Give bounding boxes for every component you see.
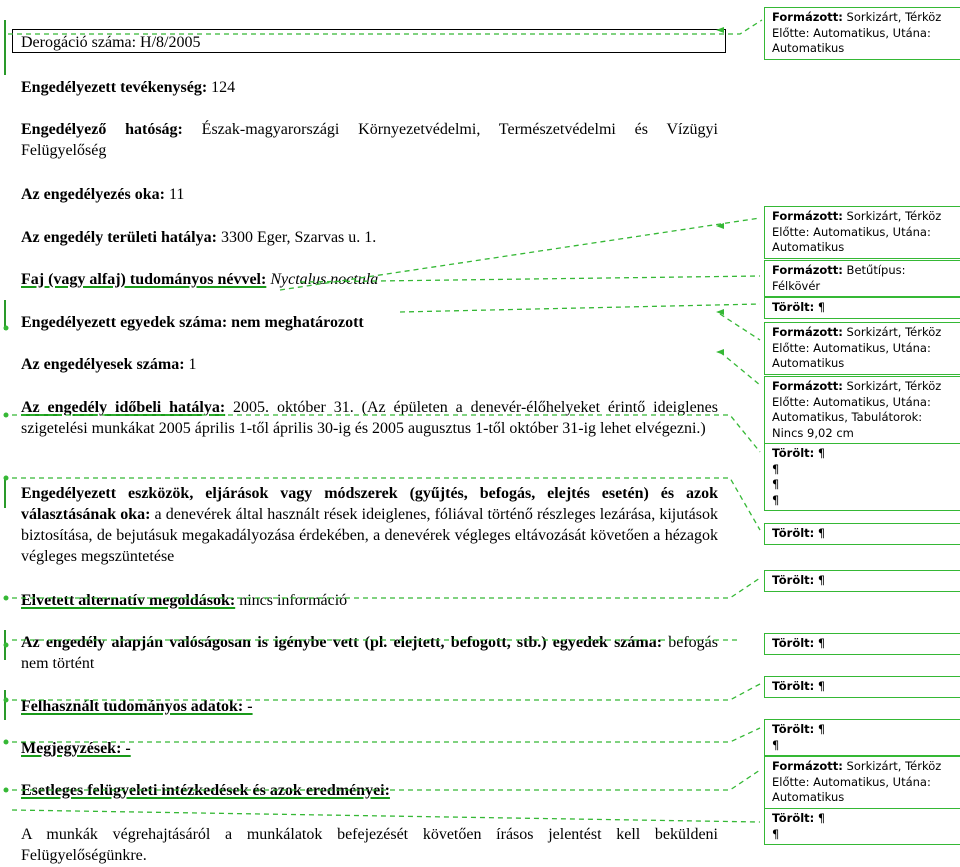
- change-bar: [4, 300, 6, 330]
- balloon-line: [772, 10, 960, 26]
- change-bar: [4, 630, 6, 660]
- reason-value: 11: [164, 186, 185, 203]
- balloon-line: [772, 300, 960, 316]
- balloon-text: Betűtípus:: [842, 263, 906, 277]
- notes-label: Megjegyzések: -: [21, 740, 131, 757]
- balloon-text: Automatikus: [772, 356, 845, 370]
- balloon-line: [772, 790, 960, 806]
- balloon-text: ¶: [772, 826, 780, 841]
- balloon-line: [772, 811, 960, 827]
- balloon-label: Törölt:: [772, 722, 815, 736]
- balloon-text: Félkövér: [772, 278, 821, 293]
- balloon-label: Formázott:: [772, 759, 843, 773]
- permits-value: 1: [184, 356, 197, 373]
- balloon-text: Előtte: Automatikus, Utána:: [772, 25, 931, 40]
- permits-line: [21, 354, 718, 375]
- balloon-line: [772, 636, 960, 652]
- authority-value: Észak-magyarországi Környezetvédelmi, Természetvédelmi és Vízügyi Felügyelőség: [21, 121, 718, 159]
- activity-label: Engedélyezett tevékenység:: [21, 79, 208, 96]
- balloon-line: [772, 395, 960, 411]
- balloon-text: Sorkizárt, Térköz: [842, 759, 942, 773]
- validity-paragraph: [21, 397, 718, 439]
- balloon-line: [772, 263, 960, 279]
- revision-balloon[interactable]: [764, 206, 960, 259]
- balloon-line: [772, 225, 960, 241]
- revision-balloon[interactable]: [764, 260, 960, 297]
- count-line: [21, 312, 718, 333]
- used-count-label: Az engedély alapján valóságosan is igénybe vett (pl. elejtett, befogott, stb.) egyedek száma:: [21, 634, 663, 651]
- final-paragraph: [21, 824, 718, 866]
- tools-label: Engedélyezett eszközök, eljárások vagy módszerek (gyűjtés, befogás, elejtés esetén) és azok választásának oka:: [21, 485, 718, 523]
- balloon-line: [772, 446, 960, 462]
- balloon-line: [772, 410, 960, 426]
- validity-value: 2005. október 31. (Az épületen a denevér-élőhelyeket érintő ideiglenes szigetelési munkákat 2005 április 1-től április 30-ig és 2005 augusztus 1-től október 31-ig lehet elvégezni.): [21, 399, 719, 437]
- balloon-label: Formázott:: [772, 10, 843, 24]
- balloon-text: ¶: [772, 461, 780, 476]
- balloon-text: ¶: [772, 737, 780, 752]
- activity-value: 124: [207, 79, 236, 96]
- balloon-line: [772, 379, 960, 395]
- balloon-text: Automatikus: [772, 790, 845, 804]
- tools-paragraph: [21, 483, 718, 567]
- balloon-text: ¶: [814, 300, 826, 314]
- validity-label: Az engedély időbeli hatálya:: [21, 399, 226, 416]
- balloon-line: [772, 426, 960, 442]
- revision-balloon[interactable]: [764, 376, 960, 444]
- balloon-line: [772, 341, 960, 357]
- balloon-text: ¶: [814, 573, 826, 587]
- species-label: Faj (vagy alfaj) tudományos névvel:: [21, 271, 267, 288]
- balloon-text: Sorkizárt, Térköz: [842, 10, 942, 24]
- balloon-label: Törölt:: [772, 636, 815, 650]
- balloon-line: [772, 679, 960, 695]
- balloon-label: Törölt:: [772, 300, 815, 314]
- balloon-text: ¶: [814, 679, 826, 693]
- reason-line: [21, 184, 718, 205]
- balloon-text: ¶: [814, 446, 826, 460]
- change-bar: [4, 20, 6, 75]
- revision-balloon[interactable]: [764, 297, 960, 319]
- balloon-line: [772, 279, 960, 295]
- revision-balloon[interactable]: [764, 523, 960, 545]
- used-count-paragraph: [21, 632, 718, 674]
- balloon-line: [772, 356, 960, 372]
- authority-paragraph: [21, 119, 718, 161]
- derogation-label: Derogáció száma: [21, 34, 132, 51]
- scope-label: Az engedély területi hatálya:: [21, 229, 217, 246]
- balloon-line: [772, 573, 960, 589]
- balloon-label: Formázott:: [772, 379, 843, 393]
- balloon-line: [772, 493, 960, 509]
- derogation-value: : H/8/2005: [131, 34, 201, 51]
- tools-value: a denevérek által használt rések ideiglenes, fóliával történő részleges lezárása, kijutások biztosítása, de bejutásuk megakadályozása érdekében, a denevérek végleges eltávozását követően a hézagok végleges megszüntetése: [21, 506, 718, 565]
- balloon-text: ¶: [772, 477, 780, 491]
- balloon-text: ¶: [814, 722, 826, 736]
- revision-balloon[interactable]: [764, 808, 960, 845]
- species-value: Nyctalus noctula: [270, 271, 379, 288]
- activity-line: [21, 77, 718, 98]
- revision-balloon[interactable]: [764, 322, 960, 375]
- scientific-data-label: Felhasznált tudományos adatok: -: [21, 698, 253, 715]
- alternatives-line: [21, 590, 718, 611]
- alternatives-label: Elvetett alternatív megoldások:: [21, 592, 236, 609]
- balloon-line: [772, 325, 960, 341]
- balloon-text: Sorkizárt, Térköz: [842, 209, 942, 223]
- count-label: Engedélyezett egyedek száma: nem meghatározott: [21, 314, 364, 331]
- scope-value: 3300 Eger, Szarvas u. 1.: [216, 229, 377, 246]
- used-count-value: befogás nem történt: [21, 634, 719, 672]
- revision-balloon[interactable]: [764, 633, 960, 655]
- balloon-label: Törölt:: [772, 446, 815, 460]
- balloon-text: Előtte: Automatikus, Utána:: [772, 224, 931, 239]
- balloon-line: [772, 738, 960, 754]
- balloon-label: Törölt:: [772, 679, 815, 693]
- balloon-line: [772, 775, 960, 791]
- scientific-data-line: [21, 696, 718, 717]
- balloon-line: [772, 209, 960, 225]
- balloon-text: Automatikus: [772, 240, 845, 254]
- balloon-line: [772, 240, 960, 256]
- balloon-label: Formázott:: [772, 263, 843, 277]
- alternatives-value: nincs információ: [235, 592, 348, 609]
- revision-balloon[interactable]: [764, 719, 960, 756]
- balloon-text: Automatikus, Tabulátorok:: [772, 410, 923, 424]
- balloon-line: [772, 26, 960, 42]
- balloon-text: Nincs 9,02 cm: [772, 425, 854, 440]
- change-bar: [4, 690, 6, 720]
- balloon-line: [772, 526, 960, 542]
- scope-line: [21, 227, 718, 248]
- balloon-text: Sorkizárt, Térköz: [842, 379, 942, 393]
- balloon-text: ¶: [814, 526, 826, 540]
- balloon-label: Törölt:: [772, 811, 815, 825]
- species-line: [21, 269, 718, 290]
- balloon-text: Előtte: Automatikus, Utána:: [772, 340, 931, 355]
- balloon-label: Törölt:: [772, 573, 815, 587]
- derogation-number-box: [12, 29, 726, 53]
- balloon-line: [772, 759, 960, 775]
- balloon-text: ¶: [772, 492, 780, 507]
- revision-balloons: [764, 0, 960, 867]
- balloon-line: [772, 827, 960, 843]
- revision-balloon[interactable]: [764, 756, 960, 809]
- measures-line: [21, 780, 718, 801]
- balloon-text: Előtte: Automatikus, Utána:: [772, 774, 931, 789]
- revision-balloon[interactable]: [764, 443, 960, 511]
- balloon-label: Formázott:: [772, 325, 843, 339]
- revision-balloon[interactable]: [764, 7, 960, 60]
- change-bar: [4, 478, 6, 508]
- balloon-text: Sorkizárt, Térköz: [842, 325, 942, 339]
- balloon-text: ¶: [814, 811, 826, 825]
- balloon-text: Automatikus: [772, 41, 845, 55]
- notes-line: [21, 738, 718, 759]
- revision-balloon[interactable]: [764, 676, 960, 698]
- balloon-line: [772, 462, 960, 478]
- authority-label: Engedélyező hatóság:: [21, 121, 183, 138]
- measures-label: Esetleges felügyeleti intézkedések és azok eredményei:: [21, 782, 390, 799]
- balloon-text: Előtte: Automatikus, Utána:: [772, 394, 931, 409]
- balloon-line: [772, 41, 960, 57]
- permits-label: Az engedélyesek száma:: [21, 356, 185, 373]
- balloon-line: [772, 722, 960, 738]
- revision-balloon[interactable]: [764, 570, 960, 592]
- balloon-text: ¶: [814, 636, 826, 650]
- balloon-label: Formázott:: [772, 209, 843, 223]
- balloon-label: Törölt:: [772, 526, 815, 540]
- balloon-line: [772, 477, 960, 493]
- final-text: A munkák végrehajtásáról a munkálatok befejezését követően írásos jelentést kell beküldeni Felügyelőségünkre.: [21, 826, 718, 864]
- reason-label: Az engedélyezés oka:: [21, 186, 165, 203]
